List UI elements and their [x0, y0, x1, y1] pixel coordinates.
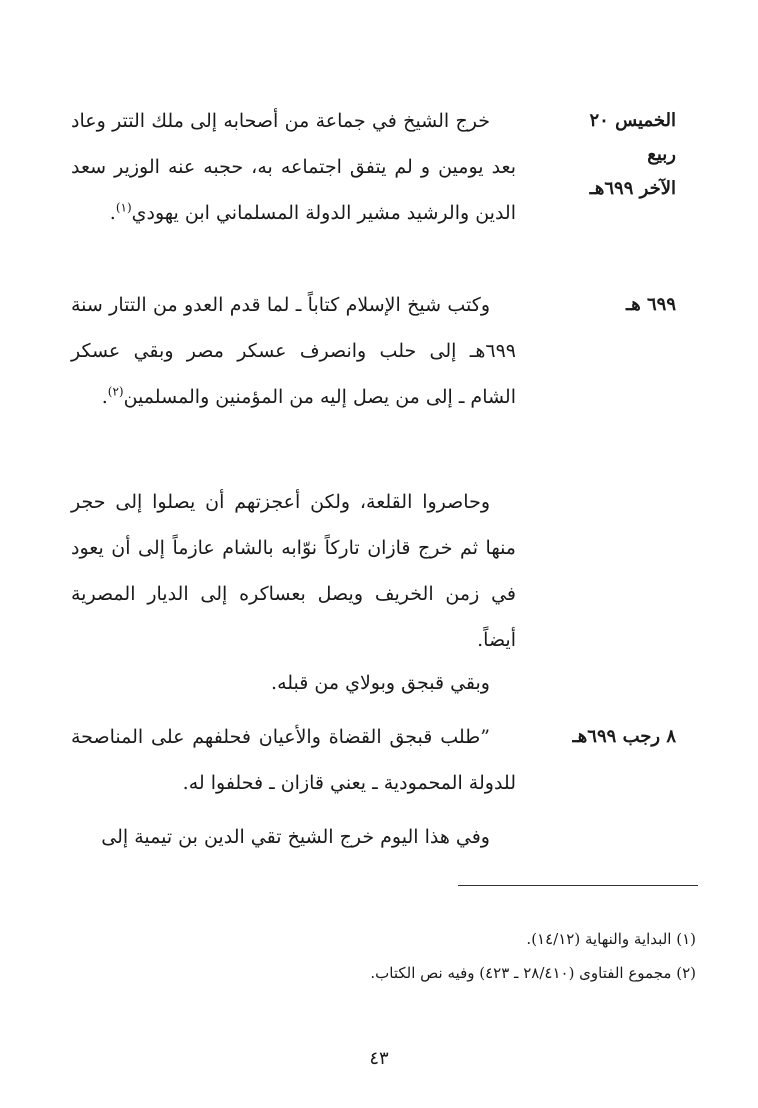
- footnotes: [56, 922, 696, 990]
- footnote-2: (٢) مجموع الفتاوى (٢٨/٤١٠ ـ ٤٢٣) وفيه نص الكتاب.: [370, 964, 696, 982]
- body-paragraph-2: [71, 660, 516, 706]
- paragraph-text: وحاصروا القلعة، ولكن أعجزتهم أن يصلوا إلى حجر منها ثم خرج قازان تاركاً نوّابه بالشام عازماً إلى أن يعود في زمن الخريف ويصل بعساكره إلى الديار المصرية أيضاً.: [71, 491, 516, 651]
- entry-text: [71, 714, 516, 806]
- paragraph-text: وبقي قبجق وبولاي من قبله.: [271, 672, 490, 694]
- body-paragraph-1: [71, 479, 516, 663]
- entry-date: الخميس ٢٠ ربيع الآخر ٦٩٩هـ: [589, 110, 676, 199]
- entry-text-body: وكتب شيخ الإسلام كتاباً ـ لما قدم العدو من التتار سنة ٦٩٩هـ إلى حلب وانصرف عسكر مصر وبقي عسكر الشام ـ إلى من يصل إليه من المؤمنين والمسلمين: [71, 294, 516, 408]
- entry-text: [71, 282, 516, 420]
- chronology-entry-1: [71, 104, 676, 284]
- entry-text: [71, 98, 516, 236]
- entry-text-end: .: [109, 202, 116, 224]
- footnote-divider: [458, 885, 698, 886]
- footnote-reference: (٢): [107, 384, 124, 399]
- entry-text-end: .: [101, 386, 108, 408]
- entry-date: ٨ رجب ٦٩٩هـ: [572, 726, 676, 747]
- paragraph-text: وفي هذا اليوم خرج الشيخ تقي الدين بن تيمية إلى: [101, 826, 490, 848]
- chronology-entry-2: [71, 288, 676, 468]
- entry-text-body: ”طلب قبجق القضاة والأعيان فحلفهم على المناصحة للدولة المحمودية ـ يعني قازان ـ فحلفوا له.: [71, 726, 516, 794]
- chronology-entry-3: [71, 720, 676, 810]
- entry-date: ٦٩٩ هـ: [625, 294, 676, 315]
- page-number: ٤٣: [369, 1048, 389, 1069]
- footnote-reference: (١): [115, 200, 132, 215]
- entry-text-body: خرج الشيخ في جماعة من أصحابه إلى ملك التتر وعاد بعد يومين و لم يتفق اجتماعه به، حجبه عنه الوزير سعد الدين والرشيد مشير الدولة المسلماني ابن يهودي: [71, 110, 516, 224]
- body-paragraph-3: [71, 814, 516, 860]
- footnote-1: (١) البداية والنهاية (١٤/١٢).: [526, 930, 696, 948]
